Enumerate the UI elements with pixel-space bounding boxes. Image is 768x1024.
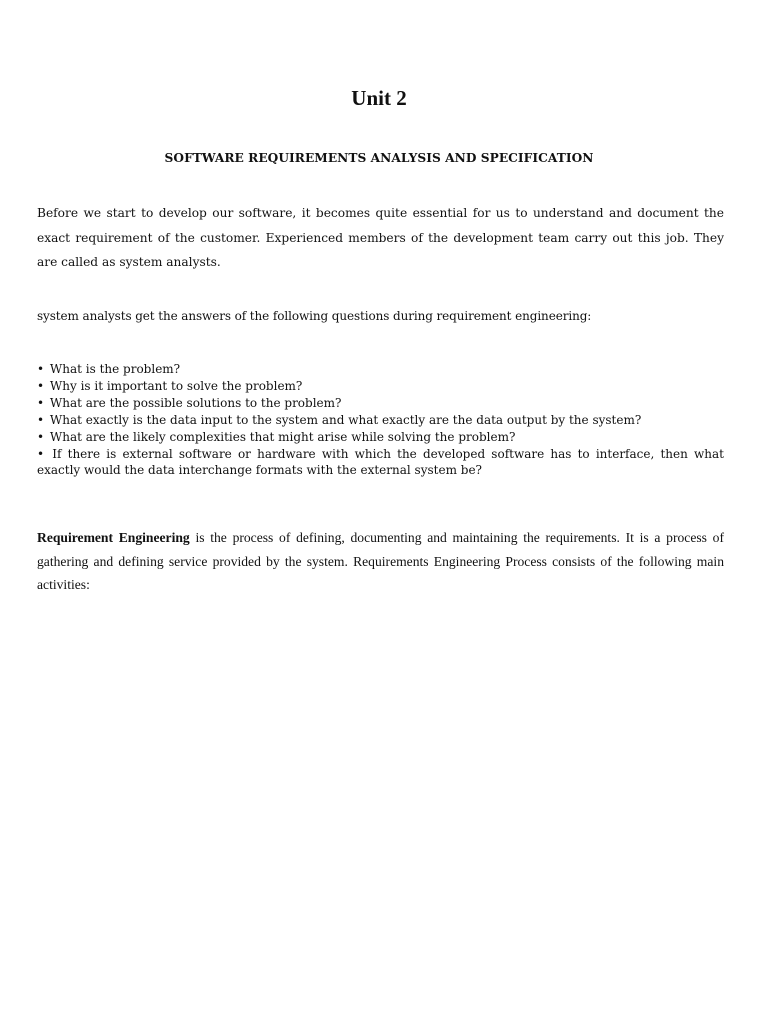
bullet-icon: • [37,429,45,444]
unit-title: Unit 2 [351,86,407,110]
list-item [37,446,724,480]
question-text: If there is external software or hardware with which the developed software has to interface, then what exactly would the data interchange formats with the external system be? [37,446,724,478]
section-heading: SOFTWARE REQUIREMENTS ANALYSIS AND SPECIFICATION [164,151,594,165]
list-item [37,361,724,378]
bullet-icon: • [37,446,45,461]
question-text: What are the possible solutions to the problem? [49,395,342,410]
requirement-engineering-text: is the process of defining, documenting and maintaining the requirements. It is a process of gathering and defining service provided by the system. Requirements Engineering Process consists of the following main activities: [37,530,724,592]
list-item [37,429,724,446]
list-item [37,378,724,395]
bullet-icon: • [37,362,45,376]
bullet-icon: • [37,395,45,410]
list-item [37,412,724,429]
requirement-engineering-paragraph [37,526,724,597]
question-text: Why is it important to solve the problem? [49,378,303,393]
question-text: What are the likely complexities that might arise while solving the problem? [49,429,516,444]
bullet-icon: • [37,378,45,393]
question-text: What exactly is the data input to the system and what exactly are the data output by the system? [49,412,642,427]
list-item [37,395,724,412]
requirement-engineering-term: Requirement Engineering [37,530,190,545]
questions-lead-paragraph: system analysts get the answers of the following questions during requirement engineering: [37,309,592,323]
intro-paragraph: Before we start to develop our software, it becomes quite essential for us to understand and document the exact requirement of the customer. Experienced members of the development team carry out this job. They are called as system analysts. [37,206,724,269]
question-text: What is the problem? [49,362,181,376]
questions-list [37,361,724,479]
bullet-icon: • [37,412,45,427]
